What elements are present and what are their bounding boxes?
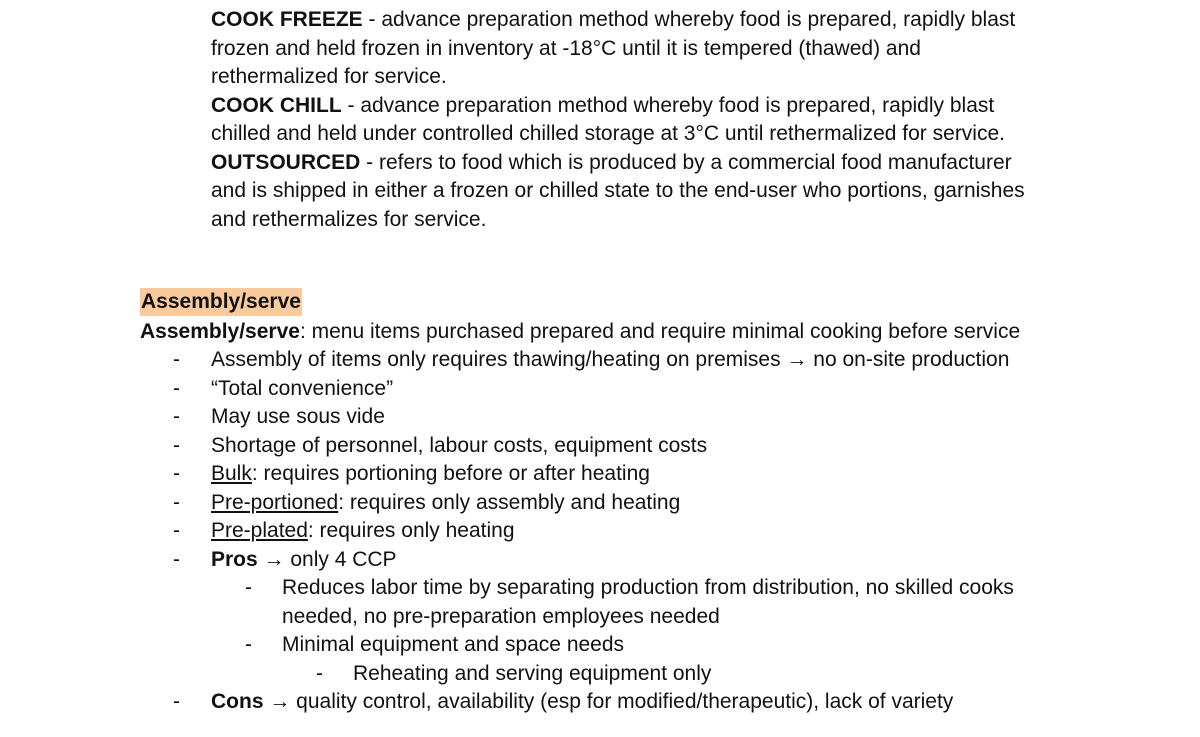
list-item xyxy=(140,517,1160,546)
list-item-text: “Total convenience” xyxy=(211,376,394,400)
section-intro xyxy=(140,318,1160,347)
list-item-text: Shortage of personnel, labour costs, equipment costs xyxy=(211,433,708,457)
definition-text: - refers to food which is produced by a commercial food manufacturer xyxy=(360,150,1012,174)
bullet-dash: - xyxy=(173,490,180,514)
assembly-serve-section xyxy=(140,288,1160,717)
list-item-level-3 xyxy=(140,660,1160,689)
bullet-dash: - xyxy=(173,433,180,457)
list-item-underlined-term: Pre-plated xyxy=(211,519,308,542)
definition-line: and rethermalizes for service. xyxy=(211,207,487,231)
list-item xyxy=(140,460,1160,489)
definition-line: and is shipped in either a frozen or chilled state to the end-user who portions, garnishes xyxy=(211,179,1025,202)
bullet-dash: - xyxy=(173,405,180,428)
definition-line xyxy=(211,92,1071,121)
definition-term: COOK CHILL xyxy=(211,93,342,117)
list-item-level-2 xyxy=(140,631,1160,660)
section-heading: Assembly/serve xyxy=(140,288,302,316)
list-item-text: Assembly of items only requires thawing/heating on premises → no on-site production xyxy=(211,348,1010,371)
list-item-text: : requires portioning before or after heating xyxy=(251,462,650,485)
list-item-text: Reheating and serving equipment only xyxy=(353,661,712,685)
list-item-bold-term: Cons xyxy=(211,690,264,713)
definition-text: - advance preparation method whereby food is prepared, rapidly blast xyxy=(341,93,995,117)
list-item xyxy=(140,403,1160,432)
definition-line xyxy=(211,6,1071,35)
list-item-text: Minimal equipment and space needs xyxy=(282,633,625,656)
list-item xyxy=(140,432,1160,461)
list-item-text: : requires only assembly and heating xyxy=(338,490,681,514)
list-item-text: → only 4 CCP xyxy=(257,547,397,571)
intro-text: : menu items purchased prepared and require minimal cooking before service xyxy=(299,319,1021,343)
definition-text: - advance preparation method whereby food is prepared, rapidly blast xyxy=(362,8,1016,31)
list-item-underlined-term: Pre-portioned xyxy=(211,490,339,514)
list-item-text: May use sous vide xyxy=(211,405,385,428)
list-item-text: Reduces labor time by separating production from distribution, no skilled cooks xyxy=(282,576,1014,599)
list-item-text: → quality control, availability (esp for modified/therapeutic), lack of variety xyxy=(263,690,954,713)
list-item-level-2 xyxy=(140,574,1160,631)
list-item-bold-term: Pros xyxy=(211,547,258,571)
list-item xyxy=(140,346,1160,375)
bullet-dash: - xyxy=(245,633,252,656)
definition-term: OUTSOURCED xyxy=(211,150,361,174)
intro-term: Assembly/serve xyxy=(140,319,300,343)
definition-line: frozen and held frozen in inventory at -18°C until it is tempered (thawed) and xyxy=(211,36,921,60)
definition-line xyxy=(211,149,1071,178)
definitions-block xyxy=(211,6,1071,234)
bullet-dash: - xyxy=(173,348,180,371)
bullet-dash: - xyxy=(173,462,180,485)
definition-line: rethermalized for service. xyxy=(211,65,447,88)
list-item-underlined-term: Bulk xyxy=(211,462,252,485)
list-item xyxy=(140,489,1160,518)
bullet-dash: - xyxy=(173,690,180,713)
list-item xyxy=(140,688,1160,717)
list-item xyxy=(140,546,1160,575)
definition-term: COOK FREEZE xyxy=(211,8,363,31)
bullet-dash: - xyxy=(173,547,180,571)
definition-line: chilled and held under controlled chilled storage at 3°C until rethermalized for service. xyxy=(211,122,1005,145)
list-item xyxy=(140,375,1160,404)
bullet-dash: - xyxy=(316,661,323,685)
list-item-text: : requires only heating xyxy=(307,519,515,542)
bullet-dash: - xyxy=(173,376,180,400)
bullet-dash: - xyxy=(173,519,180,542)
list-item-text-continued: needed, no pre-preparation employees needed xyxy=(282,604,720,628)
bullet-dash: - xyxy=(245,576,252,599)
bullet-list xyxy=(140,346,1160,717)
